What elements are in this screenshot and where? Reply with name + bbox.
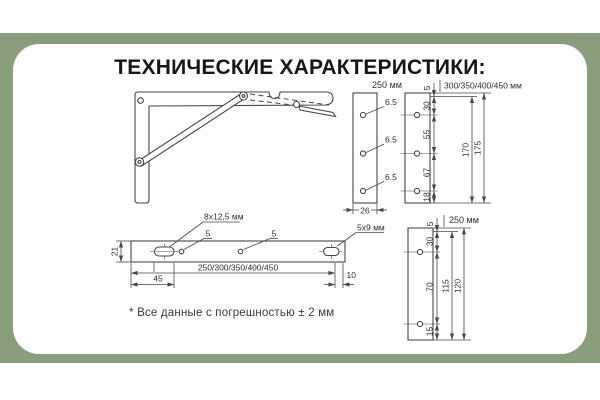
plate-span-label-115: 115 (440, 279, 451, 293)
arm-hole-3 (414, 188, 419, 193)
plate-spacing-label-15: 15 (424, 326, 435, 337)
wall-plate-width-label: 26 (360, 205, 370, 216)
arm-hole-2 (414, 151, 419, 156)
small-hole-2 (238, 249, 243, 254)
plate-hole-2 (417, 321, 422, 326)
arm-spacing-label-18: 18 (421, 192, 432, 202)
latch-lever (299, 106, 336, 117)
plate-profile-drawing (404, 215, 479, 340)
slot-label: 8x12,5 мм (204, 211, 244, 222)
wall-plate-front-drawing (343, 80, 402, 216)
arm-hole-1 (414, 112, 419, 117)
wall-plate-length-label: 250 мм (372, 80, 402, 90)
bracket-top-hole (138, 98, 144, 104)
arm-edge-offset-label: 5 (422, 85, 432, 91)
plate-total-label-120: 120 (452, 278, 463, 294)
arm-spacing-label-30: 30 (421, 101, 432, 111)
arm-profile-drawing (401, 80, 523, 203)
plate-spacing-label-30: 30 (424, 236, 435, 247)
arm-spacing-label-67: 67 (421, 167, 432, 178)
hole-diameter-label-3: 6.5 (385, 172, 397, 182)
wall-plate-hole-3 (360, 188, 365, 193)
wall-plate-hole-1 (360, 112, 365, 117)
plate-length-label: 250 мм (449, 215, 479, 225)
brace-lower-pivot-inner (138, 161, 141, 164)
plate-edge-offset-label: 5 (425, 221, 435, 227)
plate-hole-1 (417, 249, 422, 254)
plate-spacing-label-70: 70 (424, 282, 435, 292)
arm-length-label: 300/350/400/450 мм (444, 80, 522, 91)
arm-span-label-170: 170 (460, 142, 471, 158)
arm-top-view-drawing (110, 212, 385, 289)
offset-10-label: 10 (346, 270, 356, 280)
right-slot (324, 248, 340, 256)
wall-plate-hole-2 (360, 151, 365, 156)
latch-pivot-hole (294, 102, 300, 108)
bracket-drawing (135, 92, 336, 203)
hole-diameter-label-1: 6.5 (385, 97, 397, 107)
end-slot-label: 5x9 мм (357, 222, 385, 233)
hole-diameter-label-2: 6.5 (385, 134, 397, 145)
arm-spacing-label-55: 55 (421, 129, 432, 140)
brace-upper-pivot-inner (242, 95, 245, 98)
hole-label-5-second: 5 (271, 228, 277, 239)
page-title: ТЕХНИЧЕСКИЕ ХАРАКТЕРИСТИКИ: (114, 56, 486, 79)
height-label-21: 21 (109, 246, 120, 257)
arm-total-label-175: 175 (472, 140, 483, 156)
hole-label-5-first: 5 (205, 228, 211, 239)
length-label: 250/300/350/400/450 (197, 262, 279, 273)
small-hole-1 (179, 249, 184, 254)
offset-45-label: 45 (153, 273, 163, 284)
end-slot-leader (338, 233, 357, 247)
tolerance-note: * Все данные с погрешностью ± 2 мм (129, 307, 335, 319)
